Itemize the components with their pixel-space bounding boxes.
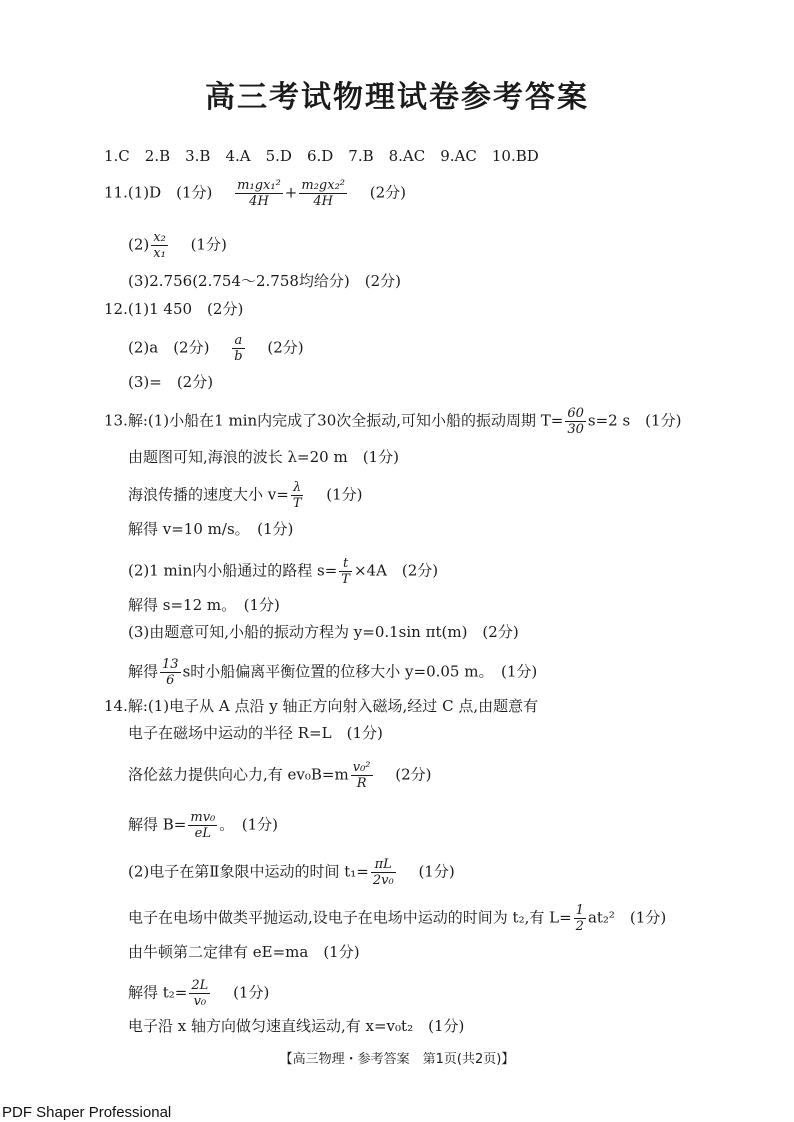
q13-l1-tail: s=2 s (1分)	[587, 411, 682, 430]
q11-part2	[128, 230, 227, 261]
q13-l1-text: 13.解:(1)小船在1 min内完成了30次全振动,可知小船的振动周期 T=	[104, 411, 564, 430]
q14-l6-tail: at₂² (1分)	[587, 908, 667, 927]
q14-field-fraction	[188, 810, 217, 841]
numerator: v₀²	[352, 760, 371, 775]
q13-l3-text: 海浪传播的速度大小 v=	[128, 485, 289, 504]
q14-line3	[128, 760, 432, 791]
denominator: 4H	[249, 194, 269, 209]
q13-l8-text: 解得	[128, 662, 159, 681]
q14-centripetal-fraction	[351, 760, 373, 791]
numerator: 1	[575, 903, 584, 918]
plus-sign: +	[284, 183, 298, 202]
q11-p2-fraction	[151, 230, 168, 261]
choice-answers: 1.C 2.B 3.B 4.A 5.D 6.D 7.B 8.AC 9.AC 10.BD	[104, 147, 539, 165]
q13-line2: 由题图可知,海浪的波长 λ=20 m (1分)	[128, 448, 399, 466]
q11-p1-prefix: 11.(1)D (1分)	[104, 183, 213, 202]
q14-half-fraction	[574, 903, 586, 934]
q13-l8-tail: s时小船偏离平衡位置的位移大小 y=0.05 m。 (1分)	[182, 662, 538, 681]
denominator: T	[292, 496, 302, 511]
page-title: 高三考试物理试卷参考答案	[205, 80, 589, 115]
q12-p2-prefix: (2)a (2分)	[128, 338, 210, 357]
score: (1分)	[233, 983, 270, 1002]
score: (1分)	[418, 862, 455, 881]
score: (2分)	[267, 338, 304, 357]
q14-line8	[128, 978, 269, 1009]
q12-part2	[128, 333, 304, 364]
q14-l6-text: 电子在电场中做类平抛运动,设电子在电场中运动的时间为 t₂,有 L=	[128, 908, 572, 927]
q14-line2: 电子在磁场中运动的半径 R=L (1分)	[128, 724, 383, 742]
q14-l3-text: 洛伦兹力提供向心力,有 ev₀B=m	[128, 765, 349, 784]
q13-line1	[104, 406, 681, 437]
numerator: x₂	[153, 230, 166, 245]
q14-t2-fraction	[189, 978, 210, 1009]
denominator: 2	[575, 919, 584, 934]
denominator: x₁	[153, 246, 166, 261]
q13-speed-fraction	[291, 480, 304, 511]
denominator: 2v₀	[372, 873, 394, 888]
q12-part1: 12.(1)1 450 (2分)	[104, 300, 244, 318]
numerator: 60	[567, 406, 584, 421]
q13-line7: (3)由题意可知,小船的振动方程为 y=0.1sin πt(m) (2分)	[128, 623, 519, 641]
q14-line5	[128, 857, 455, 888]
denominator: 6	[166, 673, 175, 688]
q14-line6	[128, 903, 666, 934]
q14-line7: 由牛顿第二定律有 eE=ma (1分)	[128, 943, 360, 961]
q14-line9: 电子沿 x 轴方向做匀速直线运动,有 x=v₀t₂ (1分)	[128, 1017, 465, 1035]
numerator: m₁gx₁²	[237, 178, 281, 193]
numerator: a	[232, 333, 244, 349]
denominator: 4H	[313, 194, 333, 209]
denominator: T	[341, 572, 350, 587]
q14-line1: 14.解:(1)电子从 A 点沿 y 轴正方向射入磁场,经过 C 点,由题意有	[104, 697, 539, 715]
q13-l5-text: (2)1 min内小船通过的路程 s=	[128, 561, 338, 580]
numerator: m₂gx₂²	[301, 178, 345, 193]
q12-p2-fraction	[232, 333, 244, 364]
denominator: eL	[194, 826, 211, 841]
q14-l8-text: 解得 t₂=	[128, 983, 188, 1002]
q11-p1-fraction-2	[299, 178, 347, 209]
numerator: 2L	[191, 978, 209, 993]
q13-line4: 解得 v=10 m/s。 (1分)	[128, 520, 294, 538]
q14-l4-text: 解得 B=	[128, 815, 187, 834]
q13-line5	[128, 556, 438, 587]
numerator: mv₀	[190, 810, 216, 825]
q12-part3: (3)= (2分)	[128, 373, 214, 391]
score: (1分)	[326, 485, 363, 504]
denominator: R	[356, 776, 367, 791]
q13-path-fraction	[339, 556, 352, 587]
watermark: PDF Shaper Professional	[2, 1104, 172, 1121]
q13-time-fraction	[160, 657, 181, 688]
q14-l4-tail: 。 (1分)	[219, 815, 279, 834]
q13-period-fraction	[565, 406, 586, 437]
page-footer: 【高三物理・参考答案 第1页(共2页)】	[279, 1052, 515, 1067]
score: (1分)	[190, 235, 227, 254]
numerator: 13	[162, 657, 179, 672]
q13-line8	[128, 657, 537, 688]
q14-t1-fraction	[371, 857, 396, 888]
q13-line3	[128, 480, 363, 511]
numerator: πL	[371, 857, 396, 873]
q11-part3: (3)2.756(2.754～2.758均给分) (2分)	[128, 272, 402, 290]
q11-p1-fraction-1	[235, 178, 283, 209]
q13-l5-tail: ×4A (2分)	[353, 561, 439, 580]
q11-p2-prefix: (2)	[128, 235, 150, 254]
denominator: v₀	[193, 994, 207, 1009]
q11-part1	[104, 178, 406, 209]
numerator: λ	[291, 480, 304, 496]
denominator: b	[234, 349, 243, 364]
score: (2分)	[369, 183, 407, 202]
q14-line4	[128, 810, 278, 841]
q13-line6: 解得 s=12 m。 (1分)	[128, 596, 280, 614]
denominator: 30	[567, 422, 584, 437]
numerator: t	[339, 556, 352, 572]
q14-l5-text: (2)电子在第Ⅱ象限中运动的时间 t₁=	[128, 862, 369, 881]
score: (2分)	[395, 765, 432, 784]
